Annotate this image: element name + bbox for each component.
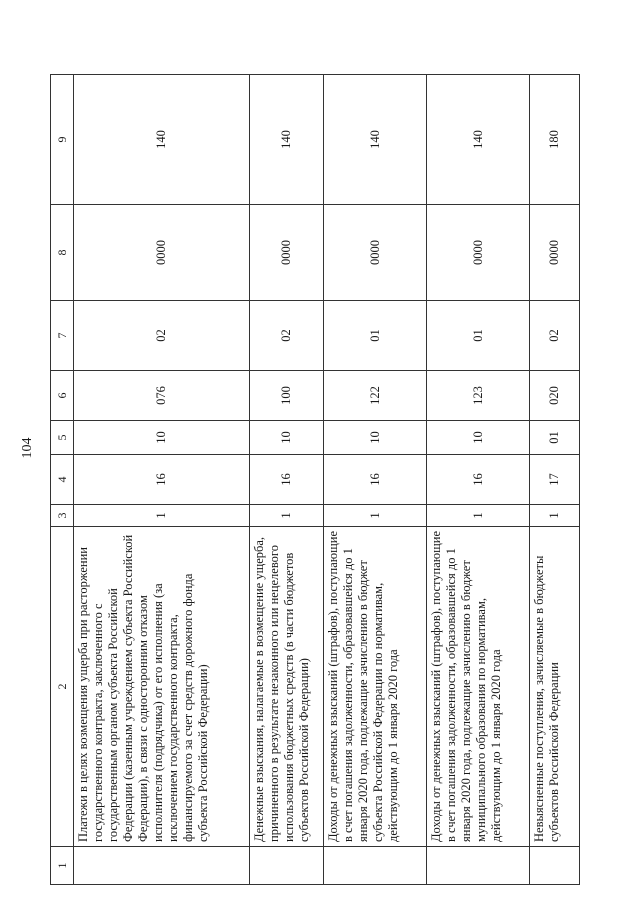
cell-col-5: 10 <box>249 421 323 455</box>
table-row <box>530 75 580 885</box>
cell-col-6: 020 <box>530 371 580 421</box>
cell-col-9: 180 <box>530 75 580 205</box>
cell-col-3: 1 <box>530 505 580 527</box>
cell-col-8: 0000 <box>323 205 426 301</box>
cell-col-3: 1 <box>249 505 323 527</box>
cell-col-4: 16 <box>249 455 323 505</box>
cell-col-9: 140 <box>427 75 530 205</box>
header-col-8: 8 <box>51 205 74 301</box>
cell-col-6: 122 <box>323 371 426 421</box>
rotated-table-area <box>50 75 580 885</box>
cell-col-9: 140 <box>249 75 323 205</box>
table-wrapper <box>50 75 580 885</box>
cell-col-7: 02 <box>530 301 580 371</box>
cell-col-1 <box>530 847 580 885</box>
cell-col-8: 0000 <box>530 205 580 301</box>
cell-col-5: 10 <box>427 421 530 455</box>
cell-description: Платежи в целях возмещения ущерба при расторжении государственного контракта, заключенного с государственным органом субъекта Российской Федерации (казенным учреждением субъекта Российской Федерации), в связи с односторонним отказом исполнителя (подрядчика) от его исполнения (за исключением государственного контракта, финансируемого за счет средств дорожного фонда субъекта Российской Федерации) <box>74 527 250 847</box>
cell-col-9: 140 <box>323 75 426 205</box>
header-col-2: 2 <box>51 527 74 847</box>
cell-col-5: 10 <box>74 421 250 455</box>
cell-col-7: 02 <box>74 301 250 371</box>
cell-col-4: 17 <box>530 455 580 505</box>
income-codes-table <box>50 74 580 885</box>
table-header-row <box>51 75 74 885</box>
cell-col-3: 1 <box>323 505 426 527</box>
cell-col-3: 1 <box>74 505 250 527</box>
cell-col-5: 01 <box>530 421 580 455</box>
cell-col-7: 01 <box>427 301 530 371</box>
table-row <box>74 75 250 885</box>
cell-col-7: 01 <box>323 301 426 371</box>
cell-col-6: 123 <box>427 371 530 421</box>
cell-col-4: 16 <box>323 455 426 505</box>
cell-col-3: 1 <box>427 505 530 527</box>
table-row <box>249 75 323 885</box>
cell-description: Доходы от денежных взысканий (штрафов), поступающие в счет погашения задолженности, образовавшейся до 1 января 2020 года, подлежащие зачислению в бюджет субъекта Российской Федерации по нормативам, действующим до 1 января 2020 года <box>323 527 426 847</box>
cell-col-1 <box>323 847 426 885</box>
cell-description: Доходы от денежных взысканий (штрафов), поступающие в счет погашения задолженности, образовавшейся до 1 января 2020 года, подлежащие зачислению в бюджет муниципального образования по нормативам, действующим до 1 января 2020 года <box>427 527 530 847</box>
cell-description: Денежные взыскания, налагаемые в возмещение ущерба, причиненного в результате незаконного или нецелевого использования бюджетных средств (в части бюджетов субъектов Российской Федерации) <box>249 527 323 847</box>
cell-col-8: 0000 <box>249 205 323 301</box>
header-col-6: 6 <box>51 371 74 421</box>
cell-col-9: 140 <box>74 75 250 205</box>
cell-col-5: 10 <box>323 421 426 455</box>
cell-col-4: 16 <box>427 455 530 505</box>
cell-col-8: 0000 <box>74 205 250 301</box>
cell-col-1 <box>249 847 323 885</box>
cell-description: Невыясненные поступления, зачисляемые в бюджеты субъектов Российской Федерации <box>530 527 580 847</box>
header-col-1: 1 <box>51 847 74 885</box>
header-col-5: 5 <box>51 421 74 455</box>
table-row <box>427 75 530 885</box>
cell-col-6: 076 <box>74 371 250 421</box>
cell-col-8: 0000 <box>427 205 530 301</box>
cell-col-4: 16 <box>74 455 250 505</box>
table-row <box>323 75 426 885</box>
header-col-3: 3 <box>51 505 74 527</box>
cell-col-6: 100 <box>249 371 323 421</box>
header-col-7: 7 <box>51 301 74 371</box>
cell-col-7: 02 <box>249 301 323 371</box>
cell-col-1 <box>427 847 530 885</box>
header-col-9: 9 <box>51 75 74 205</box>
page-number: 104 <box>20 437 35 459</box>
header-col-4: 4 <box>51 455 74 505</box>
cell-col-1 <box>74 847 250 885</box>
